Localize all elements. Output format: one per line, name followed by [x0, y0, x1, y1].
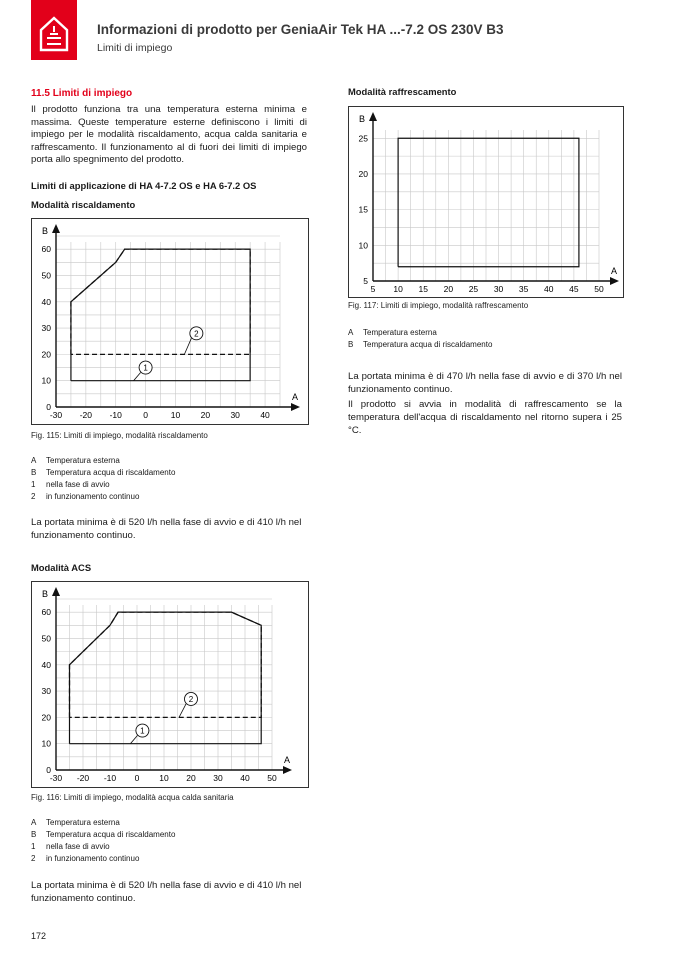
intro-paragraph: Il prodotto funziona tra una temperatura esterna minima e massima. Queste temperature esterne definiscono i limiti di impiego per le modalità riscaldamento, acqua calda sanitaria e raffrescamento. Il funzionamento al di fuori dei limiti di impiego porta allo spegnimento del prodotto. — [31, 104, 307, 166]
x-tick-label: 40 — [240, 773, 250, 783]
callout-label: 1 — [143, 363, 148, 373]
cooling-note-start: Il prodotto si avvia in modalità di raffrescamento se la temperatura dell'acqua di riscaldamento nel ritorno supera i 25 °C. — [348, 399, 622, 436]
y-axis-label: B — [42, 589, 49, 599]
y-tick-label: 0 — [46, 765, 51, 775]
callout-label: 2 — [194, 329, 199, 339]
legend-item: B Temperatura acqua di riscaldamento — [348, 340, 493, 349]
dhw-legend — [31, 817, 175, 865]
legend-item: A Temperatura esterna — [31, 818, 120, 827]
x-tick-label: -30 — [49, 410, 63, 420]
y-tick-label: 40 — [41, 659, 51, 670]
y-axis-label: B — [42, 226, 49, 236]
y-tick-label: 5 — [363, 276, 368, 286]
brand-logo — [31, 0, 77, 60]
page-header-title: Informazioni di prodotto per GeniaAir Tek HA ...-7.2 OS 230V B3 — [97, 22, 504, 37]
y-tick-label: 10 — [358, 240, 368, 251]
dhw-heading: Modalità ACS — [31, 562, 92, 573]
legend-item: A Temperatura esterna — [31, 456, 120, 465]
applicability-heading: Limiti di applicazione di HA 4-7.2 OS e HA 6-7.2 OS — [31, 180, 257, 191]
y-tick-label: 20 — [41, 712, 51, 723]
x-tick-label: 30 — [213, 773, 223, 783]
y-tick-label: 60 — [41, 607, 51, 618]
x-axis-label: A — [292, 392, 299, 402]
legend-item: A Temperatura esterna — [348, 328, 437, 337]
x-tick-label: 20 — [186, 773, 196, 783]
dhw-note: La portata minima è di 520 l/h nella fase di avvio e di 410 l/h nel funzionamento continuo. — [31, 880, 302, 904]
x-tick-label: 30 — [493, 284, 504, 294]
page-number: 172 — [31, 931, 47, 941]
cooling-heading: Modalità raffrescamento — [348, 86, 457, 97]
y-tick-label: 50 — [41, 270, 51, 281]
x-tick-label: 10 — [393, 284, 403, 294]
y-tick-label: 20 — [358, 168, 368, 179]
dhw-chart — [31, 581, 309, 788]
x-tick-label: 0 — [143, 410, 148, 420]
heating-caption: Fig. 115: Limiti di impiego, modalità riscaldamento — [31, 431, 208, 440]
callout-leader — [179, 704, 186, 717]
callout-label: 1 — [140, 726, 145, 736]
legend-item: B Temperatura acqua di riscaldamento — [31, 468, 176, 477]
x-tick-label: -10 — [103, 773, 117, 783]
x-tick-label: 15 — [418, 284, 428, 294]
x-tick-label: 50 — [594, 284, 604, 294]
y-tick-label: 30 — [41, 686, 51, 697]
dhw-caption: Fig. 116: Limiti di impiego, modalità acqua calda sanitaria — [31, 793, 234, 802]
callout-label: 2 — [188, 694, 194, 704]
heating-note: La portata minima è di 520 l/h nella fase di avvio e di 410 l/h nel funzionamento continuo. — [31, 517, 302, 541]
x-tick-label: -20 — [79, 410, 93, 420]
x-axis-label: A — [611, 266, 618, 276]
y-tick-label: 15 — [358, 204, 368, 215]
x-tick-label: 0 — [134, 773, 140, 783]
x-tick-label: 45 — [569, 284, 579, 294]
legend-item: B Temperatura acqua di riscaldamento — [31, 830, 176, 839]
cooling-caption: Fig. 117: Limiti di impiego, modalità raffrescamento — [348, 301, 529, 310]
heating-legend — [31, 455, 175, 503]
y-tick-label: 10 — [41, 738, 51, 749]
section-title: 11.5 Limiti di impiego — [31, 88, 133, 99]
x-tick-label: 35 — [518, 284, 529, 294]
legend-item: 2 in funzionamento continuo — [31, 854, 140, 863]
legend-item: 1 nella fase di avvio — [31, 480, 110, 489]
cooling-note-flow: La portata minima è di 470 l/h nella fase di avvio e di 370 l/h nel funzionamento continuo. — [348, 371, 622, 395]
x-tick-label: 10 — [170, 410, 181, 420]
x-axis-arrow — [283, 766, 292, 774]
y-tick-label: 40 — [41, 296, 51, 307]
x-tick-label: 30 — [230, 410, 240, 420]
x-tick-label: 40 — [544, 284, 554, 294]
heating-chart-svg — [32, 219, 308, 424]
x-axis-label: A — [284, 755, 291, 765]
y-tick-label: 50 — [41, 633, 51, 644]
y-tick-label: 20 — [41, 349, 51, 360]
cooling-chart-svg — [349, 107, 623, 297]
page-header-subtitle: Limiti di impiego — [97, 42, 173, 54]
cooling-chart — [348, 106, 624, 298]
dhw-chart-svg — [32, 582, 308, 787]
x-tick-label: 10 — [159, 773, 169, 783]
y-tick-label: 60 — [41, 244, 51, 255]
x-axis-arrow — [610, 277, 619, 285]
x-tick-label: -30 — [49, 773, 63, 783]
y-tick-label: 10 — [41, 375, 51, 386]
x-tick-label: 40 — [260, 410, 270, 420]
y-tick-label: 30 — [41, 323, 51, 334]
x-tick-label: 25 — [468, 284, 479, 294]
x-tick-label: 50 — [267, 773, 277, 783]
y-axis-arrow — [52, 587, 60, 596]
x-tick-label: -20 — [76, 773, 90, 783]
y-tick-label: 25 — [358, 133, 368, 144]
legend-item: 1 nella fase di avvio — [31, 842, 110, 851]
y-axis-arrow — [52, 224, 60, 233]
x-axis-arrow — [291, 403, 300, 411]
callout-leader — [130, 736, 137, 744]
cooling-legend — [348, 327, 492, 351]
y-axis-label: B — [359, 114, 366, 124]
house-heat-pump-icon — [31, 0, 77, 60]
legend-item: 2 in funzionamento continuo — [31, 492, 140, 501]
x-tick-label: -10 — [109, 410, 122, 420]
x-tick-label: 20 — [200, 410, 211, 420]
x-tick-label: 5 — [370, 284, 376, 294]
callout-leader — [134, 373, 141, 381]
heating-heading: Modalità riscaldamento — [31, 199, 136, 210]
y-axis-arrow — [369, 112, 377, 121]
y-tick-label: 0 — [46, 402, 51, 412]
x-tick-label: 20 — [443, 284, 454, 294]
heating-chart — [31, 218, 309, 425]
series-startup-line — [398, 138, 579, 266]
